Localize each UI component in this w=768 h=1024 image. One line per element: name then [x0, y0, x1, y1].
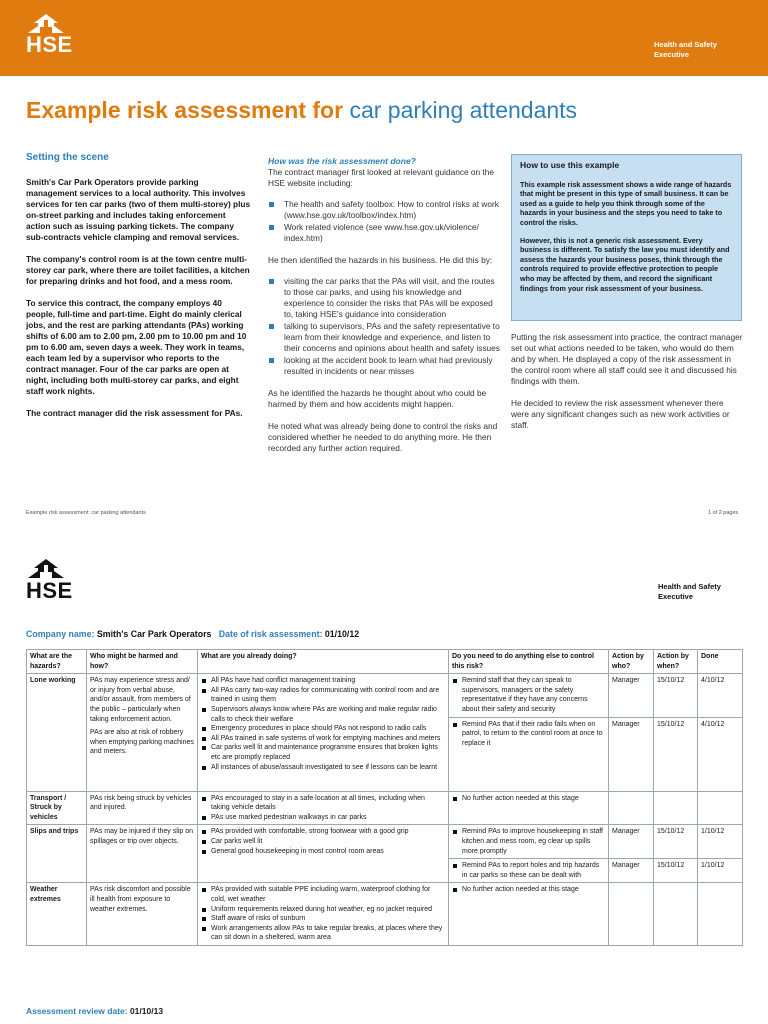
- setting-heading: Setting the scene: [26, 152, 109, 163]
- who-cell: PAs risk being struck by vehicles and injured.: [87, 791, 198, 825]
- hazard-cell: Transport / Struck by vehicles: [27, 791, 87, 825]
- action-who-cell: [609, 791, 654, 825]
- done-cell: 4/10/12: [698, 674, 743, 717]
- company-name-label: Company name:: [26, 629, 95, 639]
- review-date-value: 01/10/13: [129, 1006, 164, 1016]
- table-row: [27, 674, 743, 717]
- list-item: The health and safety toolbox: How to control risks at work (www.hse.gov.uk/toolbox/index.htm): [268, 199, 500, 221]
- guidance-list: [268, 199, 500, 244]
- list-item: Car parks well lit and maintenance programme ensures that broken lights etc are promptly replaced: [201, 743, 445, 762]
- org-name: Health and Safety Executive: [654, 40, 717, 59]
- action-cell: [449, 717, 609, 791]
- company-name-value: Smith's Car Park Operators: [96, 629, 212, 639]
- who-cell: PAs risk discomfort and possible ill health from exposure to weather extremes.: [87, 883, 198, 946]
- column-header: What are the hazards?: [27, 650, 87, 674]
- doing-cell: [198, 883, 449, 946]
- title-light: car parking attendants: [349, 97, 578, 123]
- list-item: Uniform requirements relaxed during hot weather, eg no jacket required: [201, 905, 445, 915]
- hse-crest-icon: [26, 14, 66, 34]
- list-item: General good housekeeping in most control room areas: [201, 847, 445, 857]
- hse-logo-text: HSE: [26, 578, 73, 603]
- practice-paragraph: Putting the risk assessment into practice, the contract manager set out what actions needed to be taken, who would do them and by when. He displayed a copy of the risk assessment in the control room where all staff could see it and discussed his findings with them.: [511, 332, 743, 386]
- column-header: Do you need to do anything else to control this risk?: [449, 650, 609, 674]
- list-item: All PAs trained in safe systems of work for emptying machines and meters: [201, 734, 445, 744]
- howto-paragraph: However, this is not a generic risk assessment. Every business is different. To satisfy the law you must identify and assess the hazards your business poses, think through the controls required to provide effective protection to people who may be affected by them, and record the significant findings from your risk assessment of your business.: [520, 235, 730, 293]
- list-item: PAs provided with suitable PPE including warm, waterproof clothing for cold, wet weather: [201, 885, 445, 904]
- how-to-use-box: [511, 154, 742, 321]
- action-when-cell: [654, 791, 698, 825]
- list-item: Emergency procedures in place should PAs not respond to radio calls: [201, 724, 445, 734]
- done-cell: [698, 791, 743, 825]
- table-row: [27, 825, 743, 859]
- setting-paragraph: To service this contract, the company employs 40 people, full-time and part-time. Eight do mainly clerical jobs, and the rest are parking attendants (PAs) working shifts of 6.00 am to 2.00 pm, 2.00 pm to 10.00 pm and 10 pm to 6.00 am, seven days a week. They work in teams, each team led by a supervisor who reports to the contract manager. Four of the car parks are open at night, including both multi-storey car parks, and eight staff work nights.: [26, 298, 247, 396]
- doing-cell: [198, 825, 449, 883]
- method-list: [268, 276, 500, 377]
- howto-heading: How to use this example: [520, 160, 620, 170]
- list-item: looking at the accident book to learn what had previously resulted in incidents or near misses: [268, 355, 500, 377]
- column-header: Action by who?: [609, 650, 654, 674]
- hse-logo-text: HSE: [26, 32, 73, 57]
- list-item: Remind PAs that if their radio fails when on patrol, to return to the control room at once to replace it: [452, 720, 605, 749]
- setting-paragraph: The contract manager did the risk assessment for PAs.: [26, 408, 243, 418]
- action-when-cell: 15/10/12: [654, 674, 698, 717]
- list-item: Remind staff that they can speak to supervisors, managers or the safety representative if they have any concerns about their safety and security: [452, 676, 605, 714]
- howto-paragraph: This example risk assessment shows a wide range of hazards that might be present in this type of small business. It can be used as a guide to help you think through some of the hazards in your business and the steps you need to take to control the risks.: [520, 179, 732, 227]
- list-item: visiting the car parks that the PAs will visit, and the routes to those car parks, and using his knowledge and experience to consider the risks that PAs will be exposed to, taking HSE's guidance into consideration: [268, 276, 500, 320]
- list-item: Remind PAs to improve housekeeping in staff kitchen and mess room, eg clear up spills more promptly: [452, 827, 605, 856]
- list-item: Work related violence (see www.hse.gov.uk/violence/ index.htm): [268, 222, 500, 244]
- cell-text: PAs may experience stress and/ or injury from verbal abuse, and/or assault, from members of the public – particularly when taking enforcement action.: [90, 677, 191, 723]
- list-item: Staff aware of risks of sunburn: [201, 914, 445, 924]
- action-cell: [449, 825, 609, 859]
- list-item: PAs provided with comfortable, strong footwear with a good grip: [201, 827, 445, 837]
- list-item: All PAs carry two-way radios for communicating with control room and are trained in using them: [201, 686, 445, 705]
- action-when-cell: [654, 883, 698, 946]
- action-cell: [449, 883, 609, 946]
- list-item: No further action needed at this stage: [452, 885, 605, 895]
- list-item: Remind PAs to report holes and trip hazards in car parks so these can be dealt with: [452, 861, 605, 880]
- hse-crest-icon: [26, 558, 66, 580]
- hse-logo: [26, 558, 73, 602]
- list-item: talking to supervisors, PAs and the safety representative to learn from their knowledge and experience, and listen to their concerns and opinions about health and safety issues: [268, 321, 500, 354]
- hazard-cell: Lone working: [27, 674, 87, 791]
- review-date-label: Assessment review date:: [26, 1006, 128, 1016]
- cell-text: PAs are also at risk of robbery when emptying parking machines and meters.: [90, 729, 194, 756]
- action-when-cell: 15/10/12: [654, 859, 698, 883]
- hazard-cell: Weather extremes: [27, 883, 87, 946]
- how-done-heading: How was the risk assessment done?: [268, 156, 416, 166]
- action-when-cell: 15/10/12: [654, 825, 698, 859]
- list-item: All instances of abuse/assault investigated to see if lessons can be learnt: [201, 763, 445, 773]
- action-who-cell: [609, 883, 654, 946]
- page-footer-title: Example risk assessment: car parking attendants: [26, 510, 146, 516]
- practice-section: [511, 332, 743, 442]
- column-header: Who might be harmed and how?: [87, 650, 198, 674]
- how-done-paragraph: As he identified the hazards he thought about who could be harmed by them and how accidents might happen.: [268, 388, 487, 409]
- hse-logo: [26, 14, 73, 56]
- column-header: Action by when?: [654, 650, 698, 674]
- column-header: What are you already doing?: [198, 650, 449, 674]
- assessment-date-label: Date of risk assessment:: [218, 629, 323, 639]
- assessment-date-value: 01/10/12: [324, 629, 360, 639]
- who-cell: [87, 674, 198, 791]
- done-cell: 4/10/12: [698, 717, 743, 791]
- done-cell: 1/10/12: [698, 825, 743, 859]
- title-bold: Example risk assessment for: [26, 97, 344, 123]
- org-name: Health and Safety Executive: [658, 582, 721, 601]
- list-item: Supervisors always know where PAs are working and make regular radio calls to check their welfare: [201, 705, 445, 724]
- hazard-cell: Slips and trips: [27, 825, 87, 883]
- review-date: [26, 1006, 163, 1016]
- action-who-cell: Manager: [609, 825, 654, 859]
- document-title: [26, 96, 577, 124]
- doing-cell: [198, 791, 449, 825]
- list-item: All PAs have had conflict management training: [201, 676, 445, 686]
- setting-paragraph: Smith's Car Park Operators provide parking management services to a local authority. This involves services for ten car parks (two of them multi-storey) plus on-street parking and includes taking enforcement action such as issuing parking tickets. The company sub-contracts vehicle clamping and removal services.: [26, 177, 251, 242]
- list-item: PAs encouraged to stay in a safe location at all times, including when taking vehicle details: [201, 794, 445, 813]
- done-cell: [698, 883, 743, 946]
- header-band: [0, 0, 768, 76]
- action-cell: [449, 674, 609, 717]
- done-cell: 1/10/12: [698, 859, 743, 883]
- action-cell: [449, 859, 609, 883]
- how-done-section: [268, 156, 500, 465]
- list-item: No further action needed at this stage: [452, 794, 605, 804]
- setting-paragraph: The company's control room is at the town centre multi-storey car park, where there are toilet facilities, a kitchen for preparing drinks and hot food, and a mess room.: [26, 254, 250, 286]
- practice-paragraph: He decided to review the risk assessment whenever there were any significant changes such as new work activities or staff.: [511, 398, 730, 430]
- list-item: Work arrangements allow PAs to take regular breaks, at places where they can sit down in a sheltered, warm area: [201, 924, 445, 943]
- company-info: [26, 629, 359, 639]
- table-row: [27, 883, 743, 946]
- action-who-cell: Manager: [609, 717, 654, 791]
- setting-the-scene: [26, 152, 252, 430]
- table-row: [27, 791, 743, 825]
- how-done-intro: The contract manager first looked at relevant guidance on the HSE website including:: [268, 167, 494, 188]
- action-cell: [449, 791, 609, 825]
- action-who-cell: Manager: [609, 859, 654, 883]
- table-header-row: [27, 650, 743, 674]
- page-number: 1 of 2 pages: [708, 510, 739, 516]
- action-when-cell: 15/10/12: [654, 717, 698, 791]
- action-who-cell: Manager: [609, 674, 654, 717]
- who-cell: PAs may be injured if they slip on spillages or trip over objects.: [87, 825, 198, 883]
- how-done-paragraph: He noted what was already being done to control the risks and considered whether he needed to do anything more. He then recorded any further action required.: [268, 421, 498, 453]
- list-item: PAs use marked pedestrian walkways in car parks: [201, 813, 445, 823]
- doing-cell: [198, 674, 449, 791]
- risk-assessment-table: [26, 649, 743, 946]
- column-header: Done: [698, 650, 743, 674]
- how-done-mid: He then identified the hazards in his business. He did this by:: [268, 255, 493, 265]
- list-item: Car parks well lit: [201, 837, 445, 847]
